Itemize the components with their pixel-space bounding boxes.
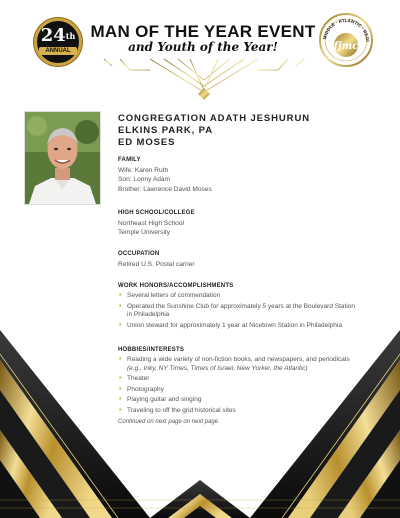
- honoree-heading: [118, 113, 388, 149]
- bullet-icon: •: [119, 302, 122, 310]
- list-item: • Reading a wide variety of non-fiction books, and newspapers, and periodicals (e.g., Inky, NY Times, Times of Israel, New Yorker, the Atlantic): [119, 356, 350, 372]
- bullet-icon: •: [119, 321, 122, 329]
- continued-note: Continued on next page on next page: [118, 418, 219, 425]
- bullet-icon: •: [119, 375, 122, 383]
- list-item: • Playing guitar and singing: [119, 396, 202, 404]
- section-title: FAMILY: [118, 157, 141, 163]
- family-line: Wife: Karen Ruth: [118, 167, 169, 174]
- list-item: • Several letters of commendation: [119, 292, 221, 299]
- education-line: Temple University: [118, 229, 171, 237]
- anniversary-badge: [34, 18, 82, 66]
- section-title: OCCUPATION: [118, 251, 160, 257]
- congregation-location: ELKINS PARK, PA: [118, 125, 213, 136]
- congregation-name: CONGREGATION ADATH JESHURUN: [118, 113, 310, 124]
- bullet-icon: •: [119, 406, 122, 414]
- work-honors-section: [118, 282, 388, 332]
- family-section: [118, 156, 388, 194]
- bullet-icon: •: [119, 385, 122, 393]
- section-title: HOBBIES/INTERESTS: [118, 347, 185, 353]
- svg-text:fjmc: fjmc: [333, 41, 359, 52]
- list-item: • Photography: [119, 385, 164, 393]
- education-section: [118, 209, 388, 238]
- list-item: • Theater: [119, 375, 150, 383]
- fjmc-region-seal: [318, 12, 374, 68]
- occupation-line: Retired U.S. Postal carrier: [118, 261, 195, 268]
- work-honors-list: [118, 292, 388, 330]
- badge-label: ANNUAL: [39, 47, 77, 55]
- list-item: • Union steward for approximately 1 year at Nicetown Station in Philadelphia: [119, 321, 342, 329]
- badge-suffix: th: [65, 31, 76, 41]
- portrait-image: [25, 112, 100, 204]
- family-line: Son: Lonny Adam: [118, 176, 171, 184]
- svg-text:MIDDLE · ATLANTIC · REGION: MIDDLE · ATLANTIC · REGI: [322, 17, 371, 42]
- list-item: • Traveling to off the grid historical sites: [119, 406, 236, 414]
- section-title: HIGH SCHOOL/COLLEGE: [118, 210, 195, 216]
- honoree-name: ED MOSES: [118, 137, 176, 148]
- section-title: WORK HONORS/ACCOMPLISHMENTS: [118, 283, 234, 289]
- bullet-icon: •: [119, 396, 122, 404]
- page-header: [0, 0, 400, 100]
- bullet-icon: •: [119, 356, 122, 363]
- event-title: MAN OF THE YEAR EVENT: [90, 22, 316, 41]
- education-line: Northeast High School: [118, 220, 184, 227]
- badge-number: 24: [40, 25, 66, 46]
- honoree-photo: [24, 111, 101, 205]
- occupation-section: [118, 250, 388, 269]
- art-deco-footer-ornament: [0, 330, 400, 518]
- bullet-icon: •: [119, 292, 122, 299]
- event-subtitle: and Youth of the Year!: [128, 40, 278, 54]
- list-item: • Operated the Sunshine Club for approximately 5 years at the Boulevard Station in Philadelphia: [119, 302, 355, 319]
- family-line: Brother: Lawrence David Moses: [118, 185, 212, 193]
